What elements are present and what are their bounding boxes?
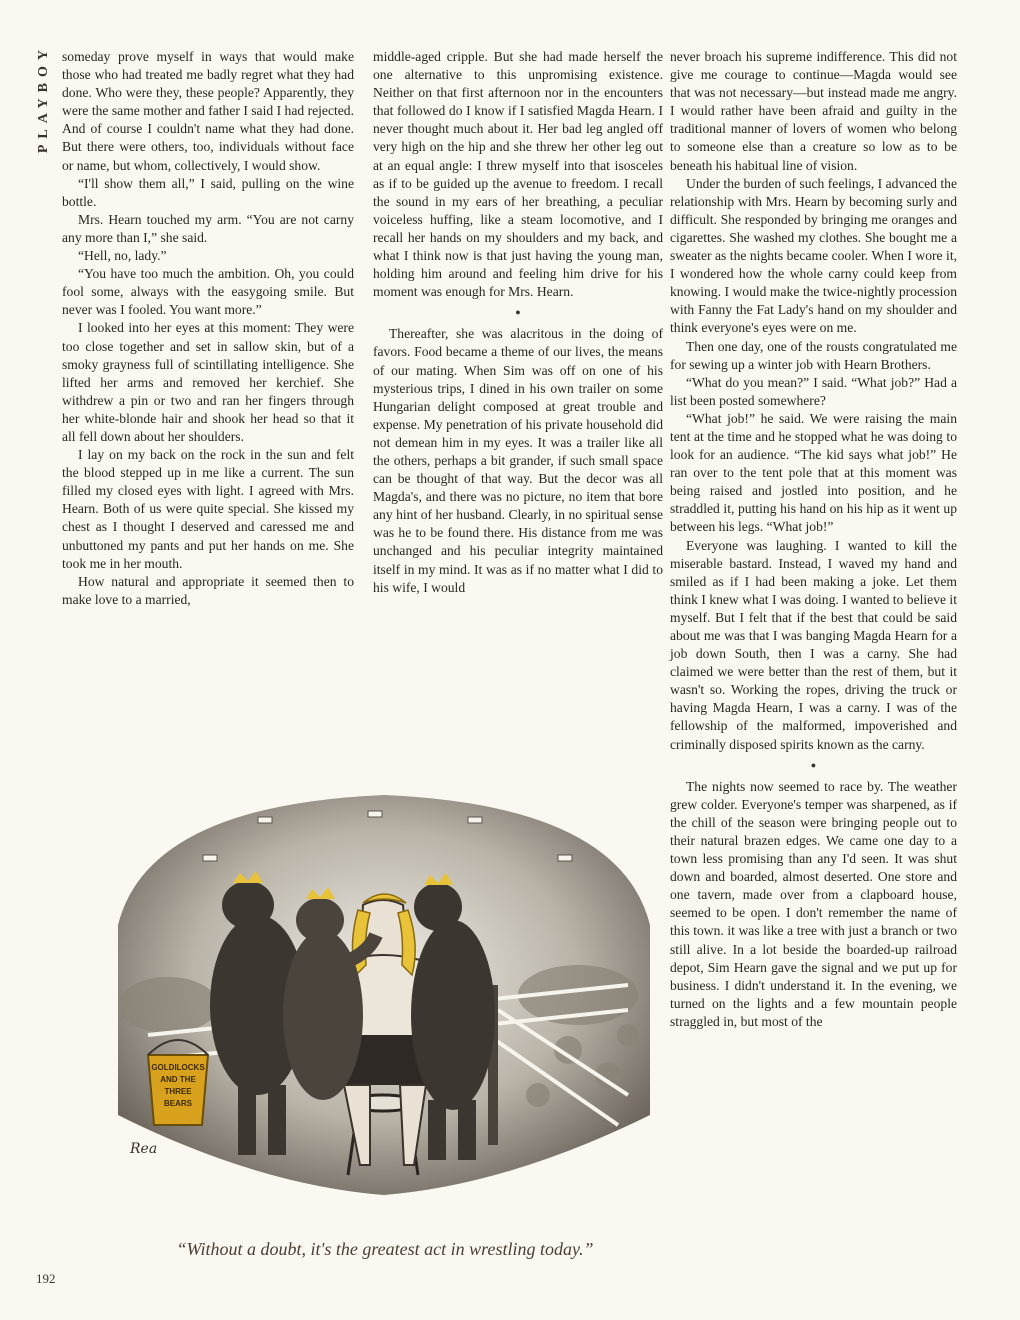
paragraph: “What do you mean?” I said. “What job?” Had a list been posted somewhere? [670,374,957,408]
magazine-name: PLAYBOY [36,44,51,154]
section-break: ● [515,307,521,318]
paragraph: I looked into her eyes at this moment: They were too close together and set in sallow skin, but of a smoky grayness full of scintillating intelligence. She lifted her arms and removed her kerchief. She withdrew a pin or two and ran her fingers through her white-blonde hair and shook her head so that it all fell down about her shoulders. [62,320,354,444]
paragraph: Then one day, one of the rousts congratulated me for sewing up a winter job with Hearn Brothers. [670,338,957,372]
paragraph: How natural and appropriate it seemed then to make love to a married, [62,573,354,607]
paragraph: Thereafter, she was alacritous in the doing of favors. Food became a theme of our lives, the means of our mating. When Sim was off on one of his mysterious trips, I dined in his own trailer on some Hungarian delight composed at great trouble and expense. My penetration of his private household did not demean him in my eyes. It was a trailer like all the others, perhaps a bit grander, if such small space can be thought of that way. But the decor was all Magda's, and there was no picture, no item that bore any hint of her husband. Clearly, in no spiritual sense was he to be found there. His distance from me was unchanged and his peculiar integrity maintained itself in my mind. It was as if no matter what I did to his wife, I would [373,326,663,595]
artist-signature: Rea [130,1141,158,1157]
paragraph: “What job!” he said. We were raising the main tent at the time and he stopped what he was doing to look for an audience. “The kid says what job!” He ran over to the tent pole that at this moment was being raised and jostled into position, and he straddled it, putting his hand on his hip as it went up between his legs. “What job!” [670,410,957,535]
section-break: ● [810,759,817,770]
paragraph: I lay on my back on the rock in the sun and felt the blood stepped up in me like a current. The sun filled my closed eyes with light. I agreed with Mrs. Hearn. Both of us were quite special. She kissed my chest as I thought I deserved and caressed me and unbuttoned my pants and put her hands on me. She took me in her mouth. [62,447,354,571]
text-column-2 [373,48,663,597]
paragraph: The nights now seemed to race by. The weather grew colder. Everyone's temper was sharpened, as if the chill of the season were bringing people out to their natural brazen edges. We came one day to a town less promising than any I'd seen. It was shut down and boarded, almost deserted. One store and one tavern, made over from a clapboard house, seemed to be open. I don't remember the name of this town. it was like a tree with just a branch or two still alive. In a lot beside the boarded-up railroad depot, Sim Hearn gave the signal and we put up for business. I didn't understand it. In the evening, we turned on the lights and a few mountain people straggled in, but most of the [670,778,957,1029]
cartoon-illustration [108,785,660,1205]
bucket-text-3: THREE [164,1087,192,1096]
bucket-text-2: AND THE [160,1075,196,1084]
bucket-text-1: GOLDILOCKS [151,1063,205,1072]
text-column-3 [670,48,957,1031]
page-number: 192 [36,1271,56,1286]
paragraph: “Hell, no, lady.” [78,248,167,264]
paragraph: Under the burden of such feelings, I advanced the relationship with Mrs. Hearn by becoming surly and difficult. She responded by bringing me oranges and cigarettes. She washed my clothes. She bought me a sweater as the nights became cooler. When I wore it, I wondered how the whole carny could keep from knowing. I would make the twice-nightly procession with Fanny the Fat Lady's hand on my shoulder and think everyone's eyes were on me. [670,175,957,336]
bucket-text-4: BEARS [163,1099,193,1108]
cartoon-caption: “Without a doubt, it's the greatest act in wrestling today.” [176,1239,594,1259]
paragraph: Everyone was laughing. I wanted to kill the miserable bastard. Instead, I waved my hand and smiled as if I had been making a joke. Let them think I knew what I was doing. I wanted to believe it myself. But I felt that if the best that could be said about me was that I was banging Magda Hearn for a job down South, then I was a carny. She had claimed we were better than the rest of them, but it wasn't so. Working the ropes, driving the truck or having Magda Hearn, I was a carny. I was of the fellowship of the malformed, impoverished and criminally disposed spirits known as the carny. [670,537,957,752]
paragraph: never broach his supreme indifference. This did not give me courage to continue—Magda would see that was not necessary—but instead made me angry. I would rather have been afraid and guilty in the traditional manner of lovers of women who belong to someone else than a creature so low as to be beneath his habitual line of vision. [670,49,957,173]
text-column-1 [62,48,354,609]
paragraph: “I'll show them all,” I said, pulling on the wine bottle. [62,175,354,209]
paragraph: “You have too much the ambition. Oh, you could fool some, always with the easygoing smile. But never was I fooled. You want more.” [62,266,354,318]
paragraph: someday prove myself in ways that would make those who had treated me badly regret what they had done. Who were they, these people? Apparently, they were the same mother and father I said I had rejected. And of course I couldn't name what they had done. But there were others, too, individuals without face or name, but whom, collectively, I would show. [62,49,354,173]
paragraph: Mrs. Hearn touched my arm. “You are not carny any more than I,” she said. [62,211,354,245]
paragraph: middle-aged cripple. But she had made herself the one alternative to this unpromising existence. Neither on that first afternoon nor in the encounters that followed do I know if I satisfied Magda Hearn. I never thought much about it. Her bad leg angled off very high on the hip and she threw her other leg out at an equal angle: I threw myself into that isosceles as if to be guided up the avenue to freedom. I recall the sound in my ears of her breathing, a peculiar voiceless huffing, like a steam locomotive, and I recall her hands on my shoulders and my back, and what I think now is that just having the young man, holding him around and feeling him drive for his moment was enough for Mrs. Hearn. [373,49,663,300]
